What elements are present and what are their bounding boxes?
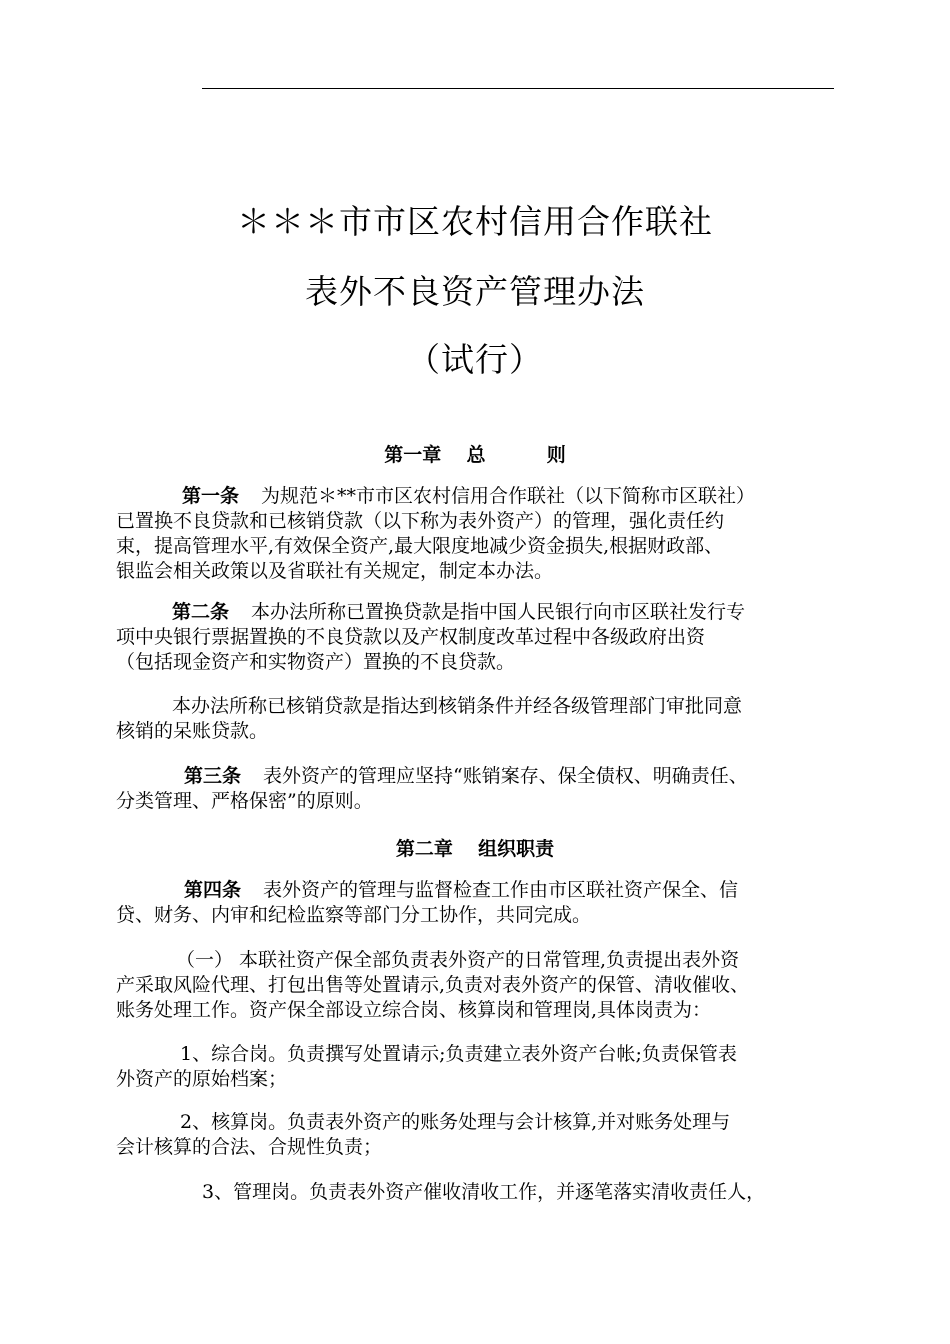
- chapter-1-heading: [0, 440, 950, 467]
- article-1: [116, 484, 846, 584]
- article-3-line-1: 表外资产的管理应坚持“账销案存、保全债权、明确责任、: [263, 765, 748, 787]
- article-3-label: 第三条: [184, 765, 242, 787]
- article-4-line-2: 贷、财务、内审和纪检监察等部门分工协作，共同完成。: [116, 904, 592, 926]
- sub-item-2: [116, 1110, 846, 1160]
- chapter-1-title-part-1: 总: [466, 444, 486, 466]
- item-1-line-1: （一） 本联社资产保全部负责表外资产的日常管理,负责提出表外资: [176, 949, 740, 971]
- article-4: [116, 878, 846, 928]
- sub-item-1: [116, 1042, 846, 1092]
- chapter-2-heading: [0, 834, 950, 861]
- chapter-2-number: 第二章: [395, 838, 453, 860]
- article-2b-line-2: 核销的呆账贷款。: [116, 720, 269, 742]
- article-4-line-1: 表外资产的管理与监督检查工作由市区联社资产保全、信: [263, 879, 739, 901]
- sub-item-1-line-1: 1、综合岗。负责撰写处置请示;负责建立表外资产台帐;负责保管表: [180, 1043, 737, 1065]
- article-1-line-2: 已置换不良贷款和已核销贷款（以下称为表外资产）的管理，强化责任约: [116, 510, 725, 532]
- document-title-line-2: 表外不良资产管理办法: [305, 272, 645, 311]
- article-1-label: 第一条: [182, 485, 240, 507]
- sub-item-2-line-1: 2、核算岗。负责表外资产的账务处理与会计核算,并对账务处理与: [180, 1111, 731, 1133]
- chapter-1-number: 第一章: [384, 444, 442, 466]
- item-1-line-2: 产采取风险代理、打包出售等处置请示,负责对表外资产的保管、清收催收、: [116, 974, 750, 996]
- article-2-line-3: （包括现金资产和实物资产）置换的不良贷款。: [116, 651, 516, 673]
- article-3-line-2: 分类管理、严格保密”的原则。: [116, 790, 373, 812]
- item-1-line-3: 账务处理工作。资产保全部设立综合岗、核算岗和管理岗,具体岗责为：: [116, 999, 712, 1021]
- article-2b-line-1: 本办法所称已核销贷款是指达到核销条件并经各级管理部门审批同意: [172, 695, 743, 717]
- chapter-2-title: 组织职责: [478, 838, 555, 860]
- article-1-line-1: 为规范＊**市市区农村信用合作联社（以下简称市区联社）: [261, 485, 756, 507]
- article-3: [116, 764, 846, 814]
- item-1: [116, 948, 846, 1023]
- sub-item-2-line-2: 会计核算的合法、合规性负责；: [116, 1136, 383, 1158]
- article-1-line-4: 银监会相关政策以及省联社有关规定，制定本办法。: [116, 560, 554, 582]
- sub-item-3: [116, 1180, 846, 1205]
- article-1-line-3: 束，提高管理水平,有效保全资产,最大限度地减少资金损失,根据财政部、: [116, 535, 724, 557]
- document-title-line-1: ＊＊＊市市区农村信用合作联社: [237, 202, 713, 241]
- article-2-line-1: 本办法所称已置换贷款是指中国人民银行向市区联社发行专: [251, 601, 746, 623]
- document-title-line-3: （试行）: [407, 340, 543, 379]
- article-2-line-2: 项中央银行票据置换的不良贷款以及产权制度改革过程中各级政府出资: [116, 626, 706, 648]
- article-2-paragraph-2: [116, 694, 846, 744]
- article-4-label: 第四条: [184, 879, 242, 901]
- article-2-label: 第二条: [172, 601, 230, 623]
- header-rule: [202, 88, 834, 89]
- article-2: [116, 600, 846, 675]
- sub-item-1-line-2: 外资产的原始档案；: [116, 1068, 288, 1090]
- sub-item-3-line-1: 3、管理岗。负责表外资产催收清收工作，并逐笔落实清收责任人，: [202, 1181, 766, 1203]
- chapter-1-title-part-2: 则: [546, 444, 566, 466]
